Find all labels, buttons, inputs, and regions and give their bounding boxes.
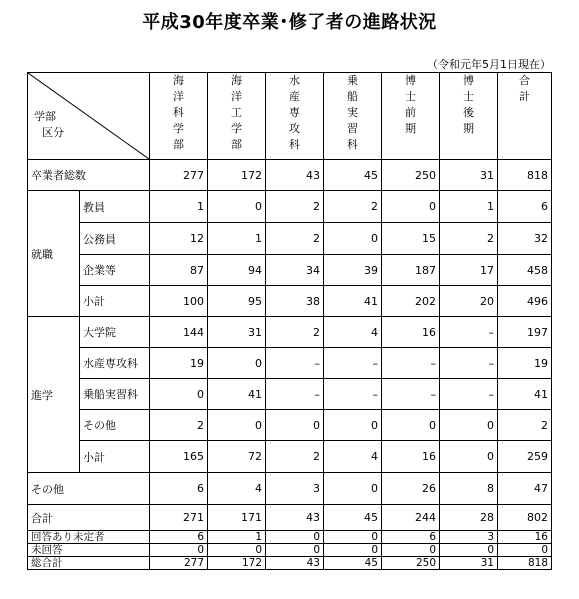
value-cell: 187 bbox=[382, 255, 440, 286]
value-cell: 250 bbox=[382, 160, 440, 191]
value-cell: – bbox=[382, 379, 440, 410]
col-header-char: 乗 bbox=[347, 74, 358, 87]
value-cell: – bbox=[382, 348, 440, 379]
value-cell: – bbox=[324, 348, 382, 379]
table-row bbox=[28, 441, 552, 473]
value-cell: 4 bbox=[208, 473, 266, 505]
corner-cell bbox=[28, 73, 150, 160]
value-cell: 1 bbox=[208, 223, 266, 255]
value-cell: 0 bbox=[324, 544, 382, 557]
value-cell: 172 bbox=[208, 160, 266, 191]
value-cell: 1 bbox=[208, 531, 266, 544]
row-label: 公務員 bbox=[80, 223, 150, 255]
col-header-char: 習 bbox=[347, 122, 358, 135]
value-cell: 95 bbox=[208, 286, 266, 317]
value-cell: 12 bbox=[150, 223, 208, 255]
value-cell: 2 bbox=[498, 410, 552, 441]
value-cell: 0 bbox=[266, 531, 324, 544]
value-cell: 0 bbox=[324, 473, 382, 505]
col-header-3 bbox=[324, 73, 382, 160]
row-label: 卒業者総数 bbox=[28, 160, 150, 191]
corner-label-faculty: 学部 bbox=[34, 110, 56, 123]
value-cell: 43 bbox=[266, 505, 324, 531]
col-header-char: 船 bbox=[347, 90, 358, 103]
value-cell: 250 bbox=[382, 557, 440, 570]
col-header-char: 実 bbox=[347, 106, 358, 119]
value-cell: 72 bbox=[208, 441, 266, 473]
value-cell: 39 bbox=[324, 255, 382, 286]
value-cell: 2 bbox=[440, 223, 498, 255]
value-cell: 0 bbox=[208, 410, 266, 441]
col-header-text bbox=[173, 73, 184, 153]
value-cell: – bbox=[440, 317, 498, 348]
page-title: 平成30年度卒業･修了者の進路状況 bbox=[142, 12, 437, 33]
value-cell: 41 bbox=[324, 286, 382, 317]
col-header-0 bbox=[150, 73, 208, 160]
value-cell: 2 bbox=[266, 223, 324, 255]
value-cell: 16 bbox=[382, 317, 440, 348]
col-header-char: 学 bbox=[173, 122, 184, 135]
value-cell: 0 bbox=[150, 544, 208, 557]
col-header-4 bbox=[382, 73, 440, 160]
col-header-char: 博 bbox=[405, 74, 416, 87]
value-cell: 2 bbox=[324, 191, 382, 223]
table-row bbox=[28, 473, 552, 505]
value-cell: 0 bbox=[324, 531, 382, 544]
value-cell: 43 bbox=[266, 160, 324, 191]
value-cell: 6 bbox=[382, 531, 440, 544]
row-label: 教員 bbox=[80, 191, 150, 223]
value-cell: 8 bbox=[440, 473, 498, 505]
value-cell: 19 bbox=[498, 348, 552, 379]
col-header-1 bbox=[208, 73, 266, 160]
value-cell: 0 bbox=[266, 410, 324, 441]
value-cell: 0 bbox=[208, 348, 266, 379]
col-header-char: 前 bbox=[405, 106, 416, 119]
value-cell: – bbox=[266, 348, 324, 379]
value-cell: 17 bbox=[440, 255, 498, 286]
value-cell: 0 bbox=[208, 191, 266, 223]
value-cell: 0 bbox=[498, 544, 552, 557]
value-cell: 496 bbox=[498, 286, 552, 317]
value-cell: 0 bbox=[440, 410, 498, 441]
table-row bbox=[28, 317, 552, 348]
value-cell: 41 bbox=[498, 379, 552, 410]
table-row bbox=[28, 255, 552, 286]
value-cell: 19 bbox=[150, 348, 208, 379]
col-header-char: 期 bbox=[463, 122, 474, 135]
col-header-char: 計 bbox=[519, 90, 530, 103]
corner-labels bbox=[34, 109, 64, 141]
value-cell: 165 bbox=[150, 441, 208, 473]
col-header-char: 士 bbox=[463, 90, 474, 103]
value-cell: 87 bbox=[150, 255, 208, 286]
row-label: 企業等 bbox=[80, 255, 150, 286]
row-label: 合計 bbox=[28, 505, 150, 531]
value-cell: 34 bbox=[266, 255, 324, 286]
row-label: その他 bbox=[28, 473, 150, 505]
value-cell: 3 bbox=[266, 473, 324, 505]
value-cell: 0 bbox=[150, 379, 208, 410]
col-header-char: 学 bbox=[231, 122, 242, 135]
table-row bbox=[28, 160, 552, 191]
table-row bbox=[28, 557, 552, 570]
row-label: 総合計 bbox=[28, 557, 150, 570]
value-cell: 802 bbox=[498, 505, 552, 531]
col-header-text bbox=[231, 73, 242, 153]
col-header-text bbox=[347, 73, 358, 153]
col-header-char: 後 bbox=[463, 106, 474, 119]
value-cell: 47 bbox=[498, 473, 552, 505]
col-header-text bbox=[463, 73, 474, 137]
value-cell: – bbox=[440, 348, 498, 379]
row-label: 小計 bbox=[80, 286, 150, 317]
col-header-char: 科 bbox=[347, 138, 358, 151]
value-cell: 45 bbox=[324, 557, 382, 570]
col-header-char: 攻 bbox=[289, 122, 300, 135]
col-header-text bbox=[289, 73, 300, 153]
col-header-char: 洋 bbox=[231, 90, 242, 103]
value-cell: 26 bbox=[382, 473, 440, 505]
career-table bbox=[27, 72, 552, 570]
value-cell: 43 bbox=[266, 557, 324, 570]
value-cell: 2 bbox=[266, 441, 324, 473]
col-header-5 bbox=[440, 73, 498, 160]
value-cell: 818 bbox=[498, 160, 552, 191]
col-header-text bbox=[519, 73, 530, 105]
value-cell: 277 bbox=[150, 557, 208, 570]
value-cell: 0 bbox=[440, 544, 498, 557]
value-cell: 38 bbox=[266, 286, 324, 317]
col-header-char: 合 bbox=[519, 74, 530, 87]
as-of-date: （令和元年5月1日現在） bbox=[427, 58, 551, 71]
table-row bbox=[28, 544, 552, 557]
value-cell: 0 bbox=[266, 544, 324, 557]
value-cell: 94 bbox=[208, 255, 266, 286]
value-cell: 28 bbox=[440, 505, 498, 531]
table-row bbox=[28, 348, 552, 379]
col-header-char: 部 bbox=[173, 138, 184, 151]
value-cell: 6 bbox=[498, 191, 552, 223]
row-label: 回答あり未定者 bbox=[28, 531, 150, 544]
value-cell: 2 bbox=[266, 317, 324, 348]
value-cell: 0 bbox=[208, 544, 266, 557]
row-label: 大学院 bbox=[80, 317, 150, 348]
value-cell: 1 bbox=[440, 191, 498, 223]
value-cell: 16 bbox=[382, 441, 440, 473]
col-header-char: 工 bbox=[231, 106, 242, 119]
value-cell: 31 bbox=[208, 317, 266, 348]
value-cell: 45 bbox=[324, 505, 382, 531]
value-cell: 0 bbox=[324, 410, 382, 441]
row-label: 未回答 bbox=[28, 544, 150, 557]
col-header-char: 博 bbox=[463, 74, 474, 87]
col-header-text bbox=[405, 73, 416, 137]
value-cell: 32 bbox=[498, 223, 552, 255]
value-cell: 172 bbox=[208, 557, 266, 570]
value-cell: – bbox=[324, 379, 382, 410]
header-row bbox=[28, 73, 552, 160]
value-cell: 458 bbox=[498, 255, 552, 286]
col-header-char: 水 bbox=[289, 74, 300, 87]
value-cell: 818 bbox=[498, 557, 552, 570]
col-header-char: 科 bbox=[173, 106, 184, 119]
value-cell: 16 bbox=[498, 531, 552, 544]
col-header-char: 士 bbox=[405, 90, 416, 103]
table-row bbox=[28, 191, 552, 223]
col-header-char: 洋 bbox=[173, 90, 184, 103]
table-row bbox=[28, 531, 552, 544]
value-cell: 6 bbox=[150, 531, 208, 544]
value-cell: 244 bbox=[382, 505, 440, 531]
col-header-char: 部 bbox=[231, 138, 242, 151]
col-header-char: 海 bbox=[173, 74, 184, 87]
value-cell: 259 bbox=[498, 441, 552, 473]
col-header-char: 産 bbox=[289, 90, 300, 103]
col-header-2 bbox=[266, 73, 324, 160]
value-cell: 45 bbox=[324, 160, 382, 191]
col-header-6 bbox=[498, 73, 552, 160]
value-cell: 31 bbox=[440, 160, 498, 191]
group-label-employment: 就職 bbox=[28, 191, 80, 317]
value-cell: 41 bbox=[208, 379, 266, 410]
value-cell: 2 bbox=[266, 191, 324, 223]
value-cell: 0 bbox=[324, 223, 382, 255]
row-label: 水産専攻科 bbox=[80, 348, 150, 379]
value-cell: – bbox=[440, 379, 498, 410]
value-cell: 2 bbox=[150, 410, 208, 441]
value-cell: 0 bbox=[440, 441, 498, 473]
group-label-further-study: 進学 bbox=[28, 317, 80, 473]
value-cell: 20 bbox=[440, 286, 498, 317]
row-label: 小計 bbox=[80, 441, 150, 473]
value-cell: 0 bbox=[382, 544, 440, 557]
table-row bbox=[28, 505, 552, 531]
value-cell: 144 bbox=[150, 317, 208, 348]
value-cell: 171 bbox=[208, 505, 266, 531]
corner-label-category: 区分 bbox=[42, 126, 64, 139]
value-cell: 0 bbox=[382, 191, 440, 223]
value-cell: – bbox=[266, 379, 324, 410]
value-cell: 4 bbox=[324, 441, 382, 473]
table-row bbox=[28, 286, 552, 317]
table-row bbox=[28, 379, 552, 410]
col-header-char: 専 bbox=[289, 106, 300, 119]
value-cell: 15 bbox=[382, 223, 440, 255]
col-header-char: 科 bbox=[289, 138, 300, 151]
col-header-char: 期 bbox=[405, 122, 416, 135]
value-cell: 277 bbox=[150, 160, 208, 191]
table-row bbox=[28, 410, 552, 441]
value-cell: 3 bbox=[440, 531, 498, 544]
value-cell: 197 bbox=[498, 317, 552, 348]
value-cell: 4 bbox=[324, 317, 382, 348]
row-label: その他 bbox=[80, 410, 150, 441]
value-cell: 202 bbox=[382, 286, 440, 317]
value-cell: 6 bbox=[150, 473, 208, 505]
value-cell: 0 bbox=[382, 410, 440, 441]
value-cell: 100 bbox=[150, 286, 208, 317]
row-label: 乗船実習科 bbox=[80, 379, 150, 410]
value-cell: 31 bbox=[440, 557, 498, 570]
col-header-char: 海 bbox=[231, 74, 242, 87]
value-cell: 271 bbox=[150, 505, 208, 531]
table-row bbox=[28, 223, 552, 255]
value-cell: 1 bbox=[150, 191, 208, 223]
